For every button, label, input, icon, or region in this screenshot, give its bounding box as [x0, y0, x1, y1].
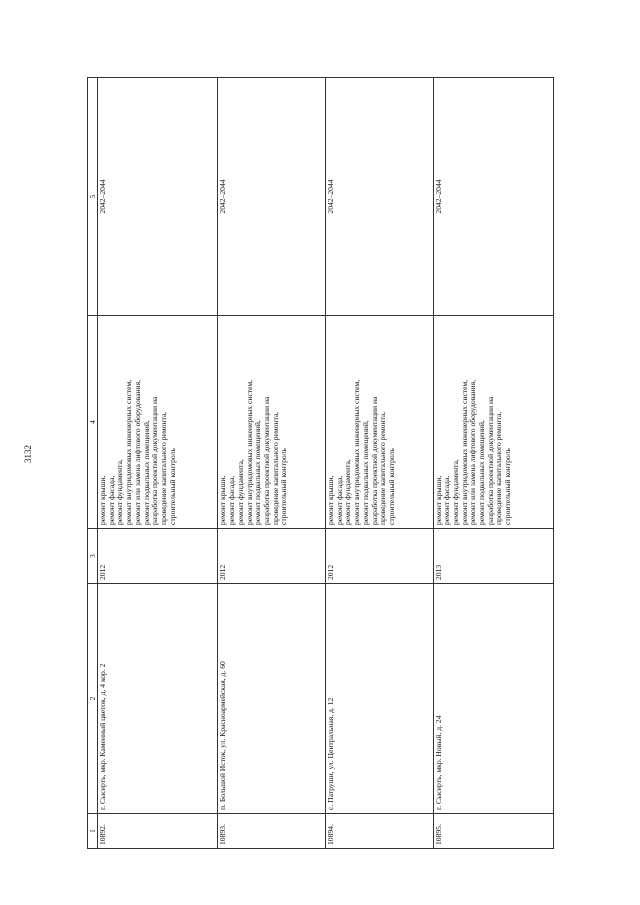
row-number: 10893. [218, 814, 326, 849]
work-item: ремонт фасада, [334, 475, 344, 525]
work-item: ремонт внутридомовых инженерных систем, [244, 379, 254, 525]
work-item: проведение капитального ремонта, [378, 411, 388, 525]
table-row [433, 78, 553, 849]
work-item: ремонт фундамента, [115, 459, 125, 525]
capital-repair-table [87, 77, 554, 849]
year-cell: 2012 [325, 529, 433, 584]
header-cell-2: 2 [88, 584, 98, 814]
works-cell [98, 316, 218, 529]
row-number: 10895. [433, 814, 553, 849]
table-body [88, 78, 554, 849]
address-cell: г. Сысерть, мкр. Новый, д. 24 [433, 584, 553, 814]
work-item: строительный контроль [503, 448, 513, 525]
work-item: ремонт или замена лифтового оборудования, [132, 380, 142, 525]
header-cell-4: 4 [88, 316, 98, 529]
work-item: ремонт или замена лифтового оборудования, [468, 380, 478, 525]
address-cell: с. Патруши, ул. Центральная, д. 12 [325, 584, 433, 814]
capital-repair-table-sheet [87, 78, 554, 849]
work-item: ремонт фундамента, [343, 459, 353, 525]
work-item: ремонт фундамента, [450, 459, 460, 525]
header-cell-5: 5 [88, 78, 98, 316]
work-item: строительный контроль [386, 448, 396, 525]
period-cell: 2042–2044 [433, 78, 553, 316]
work-item: разработка проектной документации на [150, 396, 160, 525]
work-item: разработка проектной документации на [485, 396, 495, 525]
work-item: ремонт фундамента, [235, 459, 245, 525]
work-item: ремонт фасада, [227, 475, 237, 525]
work-item: проведение капитального ремонта, [270, 411, 280, 525]
works-cell [325, 316, 433, 529]
year-cell: 2012 [218, 529, 326, 584]
works-cell [433, 316, 553, 529]
table-row [98, 78, 218, 849]
work-item: ремонт внутридомовых инженерных систем, [352, 379, 362, 525]
header-row [88, 78, 98, 849]
work-item: проведение капитального ремонта, [158, 411, 168, 525]
year-cell: 2013 [433, 529, 553, 584]
row-number: 10892. [98, 814, 218, 849]
header-cell-1: 1 [88, 814, 98, 849]
work-item: ремонт крыши, [433, 475, 443, 525]
work-item: ремонт подвальных помещений, [477, 420, 487, 525]
work-item: ремонт внутридомовых инженерных систем, [124, 379, 134, 525]
work-item: ремонт внутридомовых инженерных систем, [459, 379, 469, 525]
period-cell: 2042–2044 [218, 78, 326, 316]
work-item: ремонт крыши, [325, 475, 335, 525]
work-item: ремонт фасада, [442, 475, 452, 525]
year-cell: 2012 [98, 529, 218, 584]
period-cell: 2042–2044 [325, 78, 433, 316]
period-cell: 2042–2044 [98, 78, 218, 316]
work-item: строительный контроль [279, 448, 289, 525]
work-item: ремонт подвальных помещений, [360, 420, 370, 525]
header-cell-3: 3 [88, 529, 98, 584]
work-item: ремонт крыши, [98, 475, 107, 525]
page-number: 3132 [23, 445, 33, 463]
work-item: ремонт подвальных помещений, [253, 420, 263, 525]
works-cell [218, 316, 326, 529]
table-row [218, 78, 326, 849]
work-item: ремонт подвальных помещений, [141, 420, 151, 525]
work-item: проведение капитального ремонта, [494, 411, 504, 525]
work-item: строительный контроль [167, 448, 177, 525]
work-item: разработка проектной документации на [369, 396, 379, 525]
work-item: разработка проектной документации на [261, 396, 271, 525]
row-number: 10894. [325, 814, 433, 849]
address-cell: п. Большой Исток, ул. Красноармейская, д. 60 [218, 584, 326, 814]
table-row [325, 78, 433, 849]
work-item: ремонт фасада, [106, 475, 116, 525]
work-item: ремонт крыши, [218, 475, 228, 525]
address-cell: г. Сысерть, мкр. Каменный цветок, д. 4 кор. 2 [98, 584, 218, 814]
